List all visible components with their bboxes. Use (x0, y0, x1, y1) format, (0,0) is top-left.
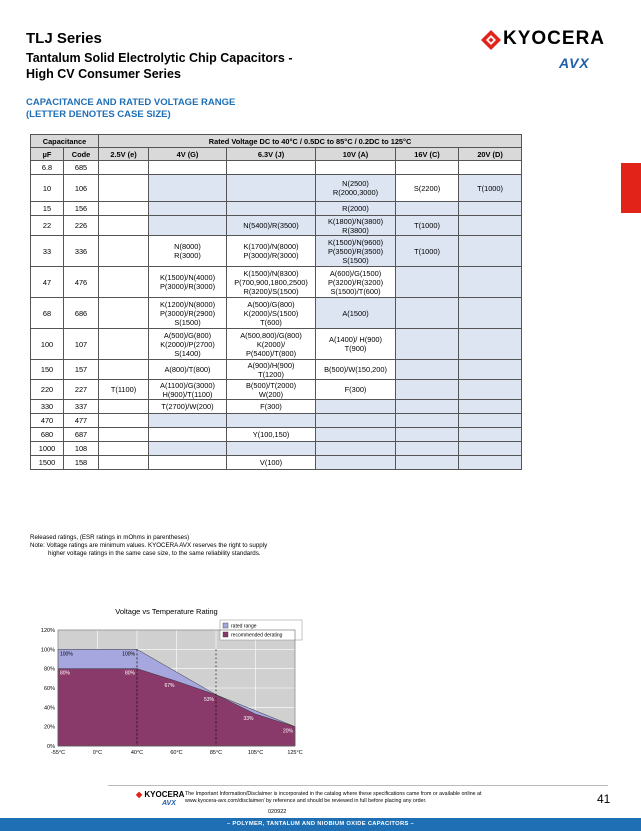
series-title: TLJ Series (26, 30, 102, 47)
voltage-header: 10V (A) (316, 148, 396, 161)
rating-cell (316, 161, 396, 175)
table-notes (30, 534, 267, 558)
table-row (31, 428, 522, 442)
rating-cell (459, 380, 522, 400)
rating-cell (459, 414, 522, 428)
code-header: Code (64, 148, 99, 161)
kyocera-mark-icon (481, 30, 501, 50)
page-number: 41 (597, 792, 611, 806)
rating-cell: N(5400)/R(3500) (227, 216, 316, 236)
rating-cell: A(1400)/ H(900) T(900) (316, 329, 396, 360)
rating-cell: A(800)/T(800) (149, 360, 227, 380)
legend-label: recommended derating (231, 632, 283, 639)
rating-cell (396, 414, 459, 428)
table-row (31, 236, 522, 267)
table-row (31, 360, 522, 380)
rating-cell: A(500)/G(800) K(2000)/P(2700) S(1400) (149, 329, 227, 360)
rating-cell (459, 216, 522, 236)
rating-cell: K(1500)/N(9600) P(3500)/R(3500) S(1500) (316, 236, 396, 267)
code-cell: 227 (64, 380, 99, 400)
footer-brand-text: KYOCERA (144, 790, 185, 799)
rating-cell (396, 202, 459, 216)
rating-cell (396, 400, 459, 414)
code-cell: 107 (64, 329, 99, 360)
code-cell: 685 (64, 161, 99, 175)
table-row (31, 380, 522, 400)
footer-divider (108, 785, 608, 786)
uf-cell: 6.8 (31, 161, 64, 175)
y-tick-label: 40% (43, 705, 55, 712)
x-tick-label: 60°C (170, 750, 183, 756)
rated-voltage-header: Rated Voltage DC to 40°C / 0.5DC to 85°C / 0.2DC to 125°C (99, 135, 522, 148)
rating-cell (459, 298, 522, 329)
y-tick-label: 80% (43, 666, 55, 673)
table-row (31, 216, 522, 236)
rating-cell: K(1500)/N(8300) P(700,900,1800,2500) R(3200)/S(1500) (227, 267, 316, 298)
code-cell: 687 (64, 428, 99, 442)
rating-cell: T(1100) (99, 380, 149, 400)
voltage-header: 6.3V (J) (227, 148, 316, 161)
rating-cell (149, 456, 227, 470)
side-tab-marker (621, 163, 641, 213)
rating-cell (396, 161, 459, 175)
rating-cell (316, 456, 396, 470)
rating-cell (149, 161, 227, 175)
rating-cell (99, 456, 149, 470)
rating-cell: Y(100,150) (227, 428, 316, 442)
section-title (26, 97, 235, 121)
uf-cell: 33 (31, 236, 64, 267)
rating-cell (316, 442, 396, 456)
rating-cell (149, 442, 227, 456)
rating-cell (227, 161, 316, 175)
point-label: 80% (124, 670, 135, 677)
y-tick-label: 0% (47, 744, 55, 750)
rating-cell (99, 175, 149, 202)
rating-cell: A(1500) (316, 298, 396, 329)
rating-cell (149, 175, 227, 202)
legend-swatch (223, 632, 228, 637)
rating-cell: S(2200) (396, 175, 459, 202)
rating-cell (99, 202, 149, 216)
rating-cell (459, 456, 522, 470)
rating-cell (396, 380, 459, 400)
code-cell: 108 (64, 442, 99, 456)
point-label: 20% (282, 728, 293, 735)
point-label: 100% (122, 651, 135, 658)
rating-cell (459, 428, 522, 442)
rating-cell (396, 329, 459, 360)
code-cell: 157 (64, 360, 99, 380)
table-row (31, 298, 522, 329)
rating-cell (99, 414, 149, 428)
uf-cell: 68 (31, 298, 64, 329)
code-cell: 156 (64, 202, 99, 216)
avx-text: AVX (559, 55, 590, 71)
brand-text: KYOCERA (503, 28, 606, 49)
rating-cell (459, 202, 522, 216)
footer-date: 020922 (268, 809, 287, 815)
table-row (31, 202, 522, 216)
code-cell: 158 (64, 456, 99, 470)
rating-cell: N(2500) R(2000,3000) (316, 175, 396, 202)
rating-cell (396, 428, 459, 442)
rating-cell: B(500)/T(2000) W(200) (227, 380, 316, 400)
rating-cell (316, 428, 396, 442)
code-cell: 337 (64, 400, 99, 414)
rating-cell (396, 267, 459, 298)
rating-cell (99, 267, 149, 298)
rating-cell: F(300) (316, 380, 396, 400)
rating-cell: K(1500)/N(4000) P(3000)/R(3000) (149, 267, 227, 298)
rating-cell: V(100) (227, 456, 316, 470)
rating-cell: N(8000) R(3000) (149, 236, 227, 267)
rating-cell (149, 428, 227, 442)
rating-cell: T(1000) (396, 236, 459, 267)
footer-bar: – POLYMER, TANTALUM AND NIOBIUM OXIDE CAPACITORS – (0, 818, 641, 831)
y-tick-label: 60% (43, 686, 55, 692)
x-tick-label: -55°C (50, 750, 66, 756)
y-tick-label: 100% (40, 647, 55, 654)
rating-cell (99, 161, 149, 175)
code-cell: 336 (64, 236, 99, 267)
uf-cell: 680 (31, 428, 64, 442)
point-label: 53% (203, 696, 214, 703)
rating-cell: T(2700)/W(200) (149, 400, 227, 414)
rating-cell (99, 442, 149, 456)
uf-cell: 1000 (31, 442, 64, 456)
footer-brand (136, 790, 184, 799)
rating-cell (149, 202, 227, 216)
rating-cell: B(500)/W(150,200) (316, 360, 396, 380)
code-cell: 477 (64, 414, 99, 428)
code-cell: 686 (64, 298, 99, 329)
kyocera-avx-logo (481, 28, 613, 80)
table-row (31, 175, 522, 202)
rating-cell: T(1000) (459, 175, 522, 202)
notes-line-2: Note: Voltage ratings are minimum values. KYOCERA AVX reserves the right to supply (30, 542, 268, 549)
code-cell: 106 (64, 175, 99, 202)
rating-cell: R(2000) (316, 202, 396, 216)
uf-cell: 15 (31, 202, 64, 216)
code-cell: 226 (64, 216, 99, 236)
rating-cell: K(1200)/N(8000) P(3000)/R(2900) S(1500) (149, 298, 227, 329)
footer-disclaimer: The Important Information/Disclaimer is incorporated in the catalog where these specifications came from or available online at www.kyocera-avx.com/disclaimer/ by reference and should be reviewed in full before placing any order. (185, 791, 482, 804)
rating-cell: K(1700)/N(8000) P(3000)/R(3000) (227, 236, 316, 267)
rating-cell: F(300) (227, 400, 316, 414)
voltage-header: 20V (D) (459, 148, 522, 161)
legend-label: rated range (231, 623, 257, 630)
y-tick-label: 120% (40, 628, 55, 634)
uf-cell: 47 (31, 267, 64, 298)
uf-cell: 22 (31, 216, 64, 236)
point-label: 80% (60, 670, 71, 677)
rating-cell (459, 360, 522, 380)
rating-cell (99, 329, 149, 360)
rating-cell (396, 360, 459, 380)
table-row (31, 161, 522, 175)
x-tick-label: 105°C (247, 750, 264, 756)
rating-cell (149, 414, 227, 428)
uf-cell: 220 (31, 380, 64, 400)
table-row (31, 414, 522, 428)
table-row (31, 329, 522, 360)
notes-line-3: higher voltage ratings in the same case size, to the same reliability standards. (48, 550, 261, 557)
chart-title: Voltage vs Temperature Rating (115, 607, 218, 616)
y-tick-label: 20% (43, 724, 55, 731)
table-row (31, 456, 522, 470)
rating-cell: T(1000) (396, 216, 459, 236)
section-title-line-2: (LETTER DENOTES CASE SIZE) (26, 109, 171, 120)
rating-cell (396, 442, 459, 456)
rating-cell (459, 161, 522, 175)
product-subtitle (26, 50, 326, 82)
point-label: 100% (60, 651, 73, 658)
rating-cell (99, 428, 149, 442)
notes-line-1: Released ratings, (ESR ratings in mOhms in parentheses) (30, 534, 190, 541)
rating-cell (227, 414, 316, 428)
rating-cell (227, 175, 316, 202)
rating-cell (396, 298, 459, 329)
table-row (31, 267, 522, 298)
point-label: 67% (164, 683, 175, 690)
rating-cell (99, 360, 149, 380)
uf-cell: 10 (31, 175, 64, 202)
rating-cell (316, 414, 396, 428)
rating-cell (459, 442, 522, 456)
rating-cell (99, 216, 149, 236)
rating-cell: A(1100)/G(3000) H(900)/T(1100) (149, 380, 227, 400)
table-row (31, 442, 522, 456)
capacitance-voltage-table (30, 134, 522, 470)
rating-cell: A(500)/G(800) K(2000)/S(1500) T(600) (227, 298, 316, 329)
rating-cell: K(1800)/N(3800) R(3800) (316, 216, 396, 236)
rating-cell (459, 236, 522, 267)
capacitance-header: Capacitance (31, 135, 99, 148)
footer-avx-text: AVX (162, 800, 176, 807)
point-label: 33% (243, 716, 254, 723)
uf-cell: 1500 (31, 456, 64, 470)
subtitle-line-2: High CV Consumer Series (26, 67, 181, 81)
legend-swatch (223, 623, 228, 628)
x-tick-label: 0°C (92, 750, 103, 756)
voltage-header: 2.5V (e) (99, 148, 149, 161)
rating-cell (227, 442, 316, 456)
voltage-header: 4V (G) (149, 148, 227, 161)
rating-cell (99, 298, 149, 329)
rating-cell: A(600)/G(1500) P(3200)/R(3200) S(1500)/T(600) (316, 267, 396, 298)
x-tick-label: 85°C (209, 750, 223, 756)
code-cell: 476 (64, 267, 99, 298)
rating-cell (99, 236, 149, 267)
uf-cell: 100 (31, 329, 64, 360)
rating-cell (149, 216, 227, 236)
rating-cell (396, 456, 459, 470)
rating-cell (227, 202, 316, 216)
rating-cell (459, 400, 522, 414)
rating-cell (316, 400, 396, 414)
footer-mark-icon: ◆ (136, 790, 143, 799)
voltage-header: 16V (C) (396, 148, 459, 161)
section-title-line-1: CAPACITANCE AND RATED VOLTAGE RANGE (26, 97, 236, 108)
rating-cell (459, 329, 522, 360)
uf-cell: 470 (31, 414, 64, 428)
x-tick-label: 40°C (130, 750, 144, 756)
rating-cell: A(900)/H(900) T(1200) (227, 360, 316, 380)
table-row (31, 400, 522, 414)
rating-cell (99, 400, 149, 414)
rating-cell (459, 267, 522, 298)
subtitle-line-1: Tantalum Solid Electrolytic Chip Capacitors - (26, 51, 293, 65)
rating-cell: A(500,800)/G(800) K(2000)/ P(5400)/T(800) (227, 329, 316, 360)
voltage-temperature-chart (30, 600, 330, 760)
uf-cell: 330 (31, 400, 64, 414)
x-tick-label: 125°C (287, 750, 303, 756)
uf-header: µF (31, 148, 64, 161)
uf-cell: 150 (31, 360, 64, 380)
